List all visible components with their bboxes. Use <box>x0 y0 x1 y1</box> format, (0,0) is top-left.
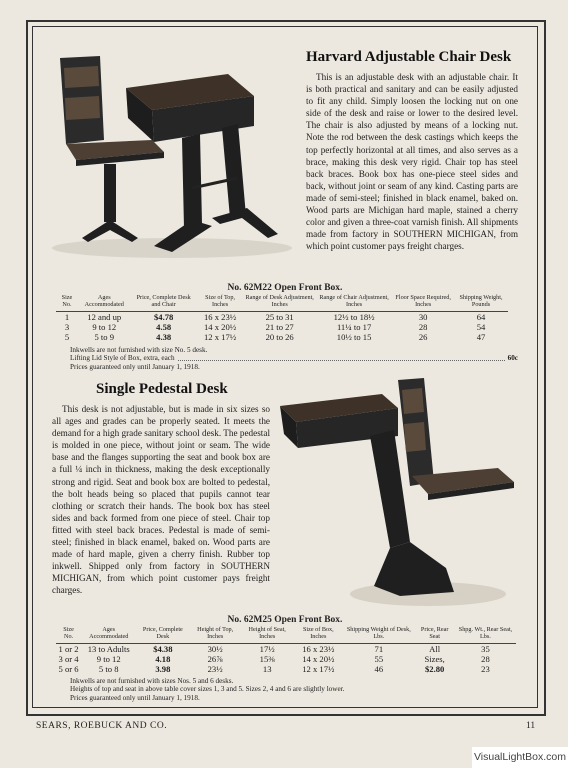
table-cell: 21 to 27 <box>265 321 294 332</box>
column-header: Price, Complete Desk <box>136 627 189 643</box>
column-header: Price, Rear Seat <box>414 627 454 643</box>
table-cell: 5 or 6 <box>58 663 79 674</box>
table-cell: 16 x 23½ <box>203 311 237 322</box>
table-cell: 9 to 12 <box>96 653 121 664</box>
table-cell: 55 <box>374 653 384 664</box>
watermark[interactable]: VisualLightBox.com <box>472 747 568 768</box>
table-cell: 1 or 2 <box>58 643 79 654</box>
table-row <box>56 311 508 322</box>
pedestal-desk-description <box>52 403 270 597</box>
table-cell: 3.98 <box>155 663 171 674</box>
table-cell: 16 x 23½ <box>302 643 335 654</box>
table-cell: 15⅜ <box>259 653 275 664</box>
table-cell: $4.78 <box>154 311 174 322</box>
chair-desk-illustration <box>42 48 296 260</box>
table-cell: 35 <box>481 643 490 654</box>
note-price: 60c <box>507 354 518 363</box>
column-header: Range of Desk Adjustment, Inches <box>243 295 315 311</box>
table-row <box>56 322 508 332</box>
column-header: Range of Chair Adjustment, Inches <box>316 295 392 311</box>
table-cell: $2.80 <box>425 663 445 674</box>
table-cell: 25 to 31 <box>265 311 294 322</box>
table-cell: 11¼ to 17 <box>336 321 372 332</box>
table-cell: 71 <box>374 643 384 654</box>
chair-desk-title: Harvard Adjustable Chair Desk <box>306 49 512 65</box>
table-cell: 12½ to 18½ <box>333 311 375 322</box>
table-row <box>56 332 508 342</box>
table-cell: 3 <box>64 321 70 332</box>
table-cell: 4.18 <box>155 653 171 664</box>
table-cell: 54 <box>476 321 486 332</box>
table-cell: 14 x 20½ <box>302 653 335 664</box>
column-header: Height of Top, Inches <box>189 627 241 643</box>
table-cell: 1 <box>64 311 70 322</box>
pedestal-desk-table-title: No. 62M25 Open Front Box. <box>227 615 343 625</box>
table-cell: 13 to Adults <box>87 643 130 654</box>
pedestal-desk-illustration <box>278 372 518 612</box>
dot-leader <box>178 354 505 360</box>
chair-desk-description <box>306 71 518 252</box>
table-cell: 4.38 <box>156 331 172 342</box>
table-cell: 9 to 12 <box>92 321 117 332</box>
table-cell: 12 x 17½ <box>302 663 335 674</box>
table-row <box>56 654 516 664</box>
table-cell: 12 x 17½ <box>203 331 237 342</box>
table-header-row <box>56 295 508 311</box>
table-row <box>56 664 516 674</box>
column-header: Size No. <box>56 295 78 311</box>
column-header: Size of Box, Inches <box>293 627 343 643</box>
table-cell: 26 <box>418 331 428 342</box>
table-cell: 5 to 8 <box>98 663 119 674</box>
page-number: 11 <box>526 721 536 731</box>
table-cell: 46 <box>374 663 384 674</box>
pedestal-desk-spec-table <box>56 627 516 674</box>
table-cell: 28 <box>481 653 490 664</box>
note-text: Lifting Lid Style of Box, extra, each <box>70 354 175 363</box>
table-cell: 14 x 20½ <box>203 321 237 332</box>
chair-desk-notes <box>70 346 518 371</box>
table-cell: 12 and up <box>87 311 122 322</box>
table-cell: 20 to 26 <box>265 331 294 342</box>
table-cell: 64 <box>476 311 486 322</box>
column-header: Shpg. Wt., Rear Seat, Lbs. <box>455 627 516 643</box>
pedestal-desk-notes <box>70 677 518 702</box>
table-cell: 4.58 <box>156 321 172 332</box>
column-header: Shipping Weight, Pounds <box>454 295 508 311</box>
table-cell: 13 <box>262 663 272 674</box>
table-cell: 3 or 4 <box>58 653 79 664</box>
table-cell: Sizes, <box>424 653 445 664</box>
column-header: Size of Top, Inches <box>197 295 244 311</box>
chair-desk-spec-table <box>56 295 508 342</box>
pedestal-desk-description-text: This desk is not adjustable, but is made in six sizes so all ages and grades can be properly seated. It meets the demand for a high grade sanitary school desk. The pedestal is molded in one piece, without joint or seam. The wide base and the flanges supporting the seat and book box are a full ¼ inch in thickness, making the desk exceptionally strong and rigid. Seat and book box are bolted to pedestal, the bolt heads being so placed that pupils cannot tear clothing or scratch their hands. The book box has steel sides and back formed from one piece of steel. Chair top fitted with steel back braces. Pedestal is made of semi-steel; finished in black enamel, baked on. Wood parts are made of hard maple, given a cherry finish. Rubber top inkwell. Shipped only from factory in SOUTHERN MICHIGAN, from which point customer pays freight charges. <box>52 404 270 596</box>
table-cell: 23½ <box>207 663 223 674</box>
note-text: Prices guaranteed only until January 1, 1918. <box>70 362 200 371</box>
company-name: SEARS, ROEBUCK AND CO. <box>36 721 168 731</box>
table-cell: 5 <box>64 331 70 342</box>
note-text: Inkwells are not furnished with sizes Nos. 5 and 6 desks. <box>70 677 234 685</box>
table-cell: 5 to 9 <box>94 331 115 342</box>
table-cell: 30½ <box>207 643 223 654</box>
column-header: Ages Accommodated <box>78 295 131 311</box>
note-price-row <box>70 354 518 362</box>
column-header: Floor Space Required, Inches <box>392 295 454 311</box>
note-text: Heights of top and seat in above table cover sizes 1, 3 and 5. Sizes 2, 4 and 6 are slightly lower. <box>70 685 345 694</box>
table-cell: All <box>429 643 441 654</box>
pedestal-desk-title: Single Pedestal Desk <box>96 381 228 397</box>
table-cell: 26⅞ <box>207 653 223 664</box>
table-cell: 23 <box>481 663 490 674</box>
table-cell: 10½ to 15 <box>336 331 372 342</box>
chair-desk-table-title: No. 62M22 Open Front Box. <box>227 283 343 293</box>
table-cell: 30 <box>418 311 428 322</box>
table-header-row <box>56 627 516 643</box>
table-row <box>56 643 516 654</box>
note-text: Inkwells are not furnished with size No. 5 desk. <box>70 346 208 354</box>
table-cell: 28 <box>418 321 428 332</box>
column-header: Shipping Weight of Desk, Lbs. <box>343 627 414 643</box>
table-cell: 17½ <box>259 643 275 654</box>
note-text: Prices guaranteed only until January 1, 1918. <box>70 693 200 702</box>
table-cell: $4.38 <box>153 643 173 654</box>
column-header: Size No. <box>56 627 81 643</box>
column-header: Price, Complete Desk and Chair <box>131 295 197 311</box>
column-header: Height of Seat, Inches <box>241 627 294 643</box>
column-header: Ages Accommodated <box>81 627 136 643</box>
table-cell: 47 <box>476 331 486 342</box>
chair-desk-description-text: This is an adjustable desk with an adjustable chair. It is both practical and sanitary and can be easily adjusted to fit any child. Simply loosen the locking nut on one side of the desk and raise or lower to the desired level. The chair is also adjusted by means of a locking nut. Note the rod between the desk castings which keeps the top perfectly horizontal at all times, and also serves as a brace, making this desk very rigid. Chair top has steel back braces. Book box has one-piece steel sides and back, without joint or seam of any kind. Casting parts are made of semi-steel; finished in black enamel, baked on. Wood parts are Michigan hard maple, stained a cherry color and given a three-coat varnish finish. All shipments made from factory in SOUTHERN MICHIGAN, from which point customer pays freight charges. <box>306 72 518 252</box>
